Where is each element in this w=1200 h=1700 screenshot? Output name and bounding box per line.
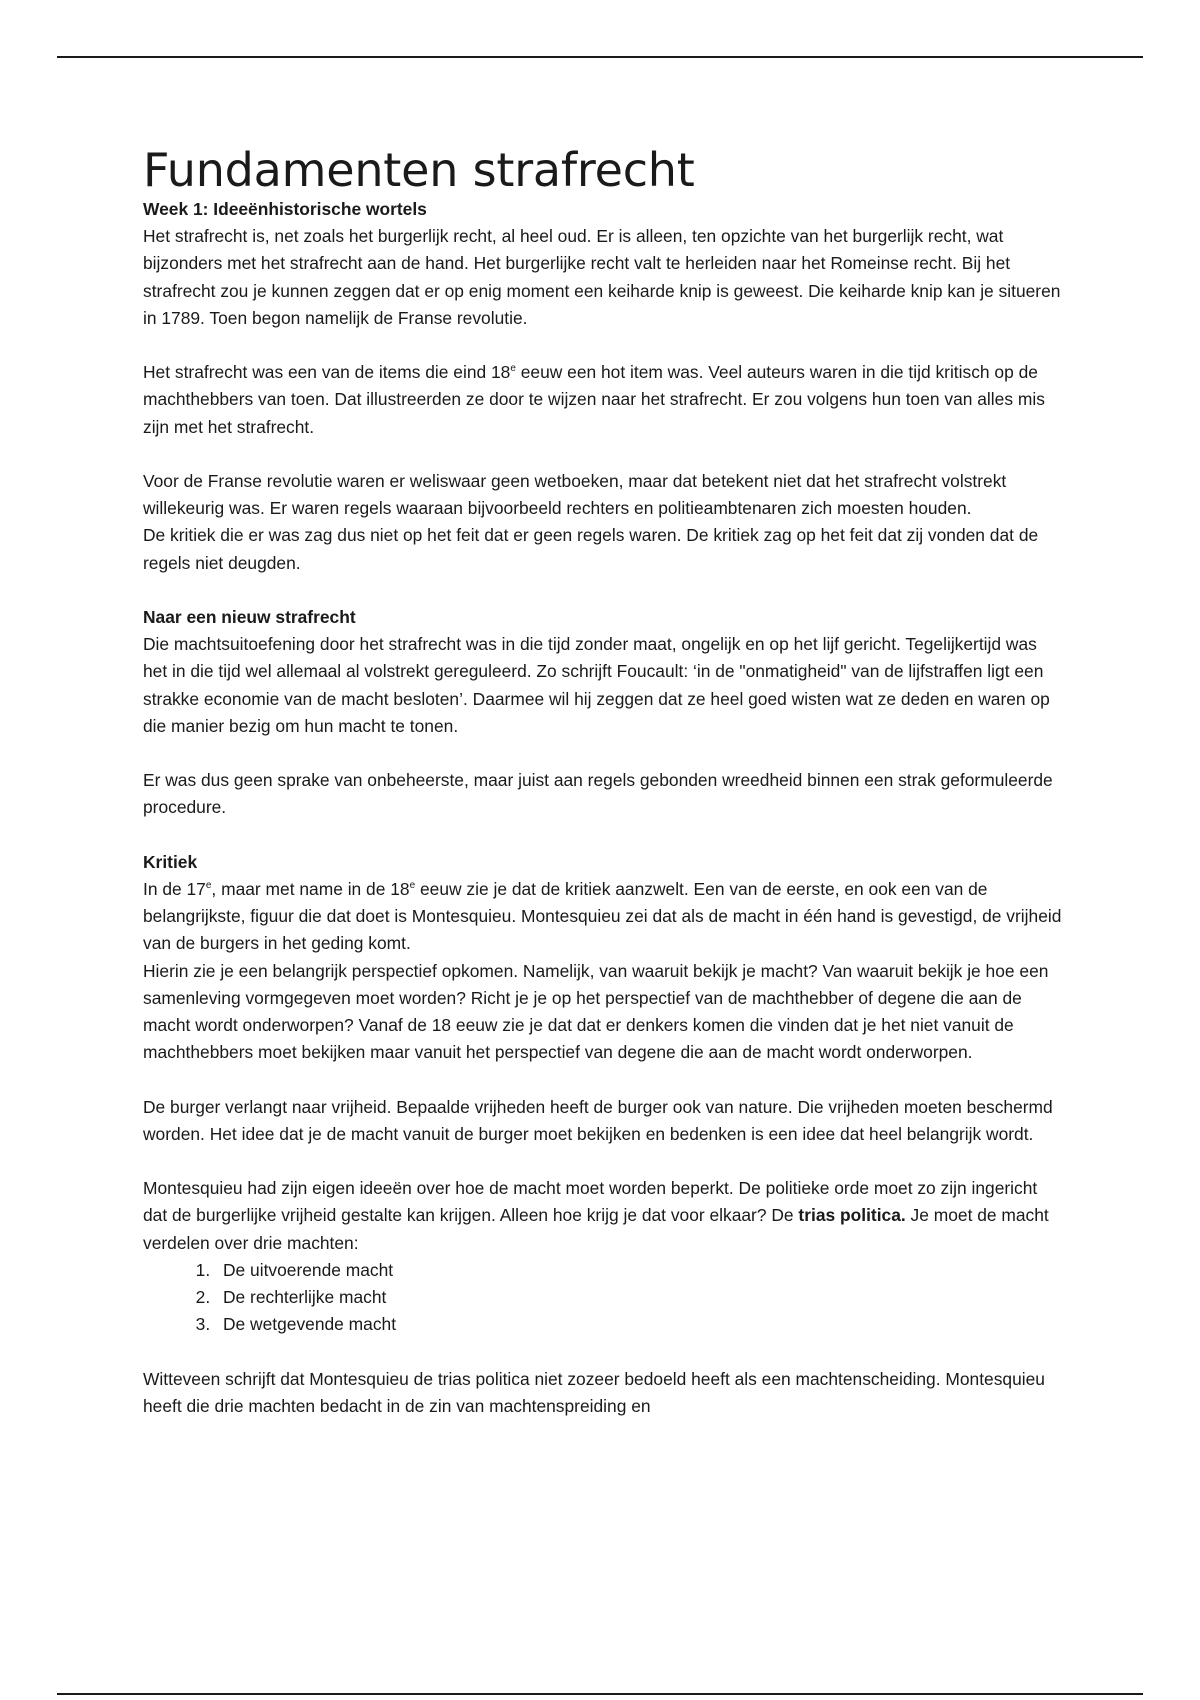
text-run: eeuw zie je dat de kritiek aanzwelt. Een van de eerste, en ook een van de belangrijkste, figuur die dat doet is Montesquieu. Montesquieu zei dat als de macht in één hand is gevestigd, de vrijheid van de burgers in het geding komt. (143, 879, 1062, 954)
paragraph-gap (143, 822, 1063, 849)
paragraph-gap (143, 1066, 1063, 1093)
list-item: 3. De wetgevende macht (215, 1311, 1063, 1338)
paragraph-trias-politica (143, 1175, 1063, 1257)
paragraph-perspective: Hierin zie je een belangrijk perspectief opkomen. Namelijk, van waaruit bekijk je macht? Van waaruit bekijk je hoe een samenleving vormgegeven moet worden? Richt je je op het perspectief van de machthebber of degene die aan de macht wordt onderworpen? Vanaf de 18 eeuw zie je dat dat er denkers komen die vinden dat je het niet vanuit de machthebbers moet bekijken maar vanuit het perspectief van degene die aan de macht wordt onderworpen. (143, 960, 1049, 1063)
paragraph-witteveen: Witteveen schrijft dat Montesquieu de trias politica niet zozeer bedoeld heeft als een machtenscheiding. Montesquieu heeft die drie machten bedacht in de zin van machtenspreiding en (143, 1368, 1045, 1416)
text-run: Je moet de macht verdelen over drie machten: (143, 1205, 1049, 1253)
paragraph-gap (143, 577, 1063, 604)
document-body (143, 142, 1063, 1420)
paragraph-before-revolution: Voor de Franse revolutie waren er weliswaar geen wetboeken, maar dat betekent niet dat het strafrecht volstrekt willekeurig was. Er waren regels waaraan bijvoorbeeld rechters en politieambtenaren zich moesten houden. (143, 471, 1007, 519)
powers-list (143, 1257, 1063, 1339)
text-run: Het strafrecht was een van de items die eind 18 (143, 362, 511, 383)
text-run: Montesquieu had zijn eigen ideeën over hoe de macht moet worden beperkt. De politieke orde moet zo zijn ingericht dat de burgerlijke vrijheid gestalte kan krijgen. Alleen hoe krijg je dat voor elkaar? De (143, 1178, 1038, 1226)
superscript: e (409, 880, 416, 892)
paragraph-montesquieu (143, 876, 1063, 958)
paragraph-freedom: De burger verlangt naar vrijheid. Bepaalde vrijheden heeft de burger ook van nature. Die vrijheden moeten beschermd worden. Het idee dat je de macht vanuit de burger moet bekijken en bedenken is een idee dat heel belangrijk wordt. (143, 1096, 1053, 1144)
paragraph-foucault: Die machtsuitoefening door het strafrecht was in die tijd zonder maat, ongelijk en op het lijf gericht. Tegelijkertijd was het in die tijd wel allemaal al volstrekt gereguleerd. Zo schrijft Foucault: ‘in de "onmatigheid" van de lijfstraffen ligt een strakke economie van de macht besloten’. Daarmee wil hij zeggen dat ze heel goed wisten wat ze deden en waren op die manier bezig om hun macht te tonen. (143, 634, 1050, 736)
text-run: , maar met name in de 18 (211, 879, 410, 899)
paragraph-intro: Het strafrecht is, net zoals het burgerlijk recht, al heel oud. Er is alleen, ten opzichte van het burgerlijk recht, wat bijzonders met het strafrecht aan de hand. Het burgerlijke recht valt te herleiden naar het Romeinse recht. Bij het strafrecht zou je kunnen zeggen dat er op enig moment een keiharde knip is geweest. Die keiharde knip kan je situeren in 1789. Toen begon namelijk de Franse revolutie. (143, 226, 1061, 328)
list-item: 2. De rechterlijke macht (215, 1284, 1063, 1311)
text-run: In de 17 (143, 879, 206, 899)
list-item: 1. De uitvoerende macht (215, 1257, 1063, 1284)
heading-criticism: Kritiek (143, 851, 198, 872)
paragraph-criticism-rules: De kritiek die er was zag dus niet op het feit dat er geen regels waren. De kritiek zag op het feit dat zij vonden dat de regels niet deugden. (143, 525, 1039, 573)
paragraph-gap (143, 441, 1063, 468)
paragraph-18th-century (143, 359, 1063, 441)
text-run: eeuw een hot item was. Veel auteurs waren in die tijd kritisch op de machthebbers van toen. Dat illustreerden ze door te wijzen naar het strafrecht. Er zou volgens hun toen van alles mis zijn met het strafrecht. (143, 362, 1045, 437)
paragraph-regulated-cruelty: Er was dus geen sprake van onbeheerste, maar juist aan regels gebonden wreedheid binnen een strak geformuleerde procedure. (143, 770, 1053, 818)
document-title: Fundamenten strafrecht (143, 143, 695, 197)
week-heading: Week 1: Ideeënhistorische wortels (143, 199, 427, 219)
paragraph-gap (143, 1338, 1063, 1365)
superscript: e (510, 363, 516, 375)
bold-term: trias politica. (798, 1205, 906, 1226)
heading-new-criminal-law: Naar een nieuw strafrecht (143, 607, 356, 627)
header-rule (57, 56, 1143, 58)
paragraph-gap (143, 1148, 1063, 1175)
paragraph-gap (143, 332, 1063, 359)
footer-rule (57, 1693, 1143, 1695)
paragraph-gap (143, 740, 1063, 767)
superscript: e (205, 880, 212, 892)
